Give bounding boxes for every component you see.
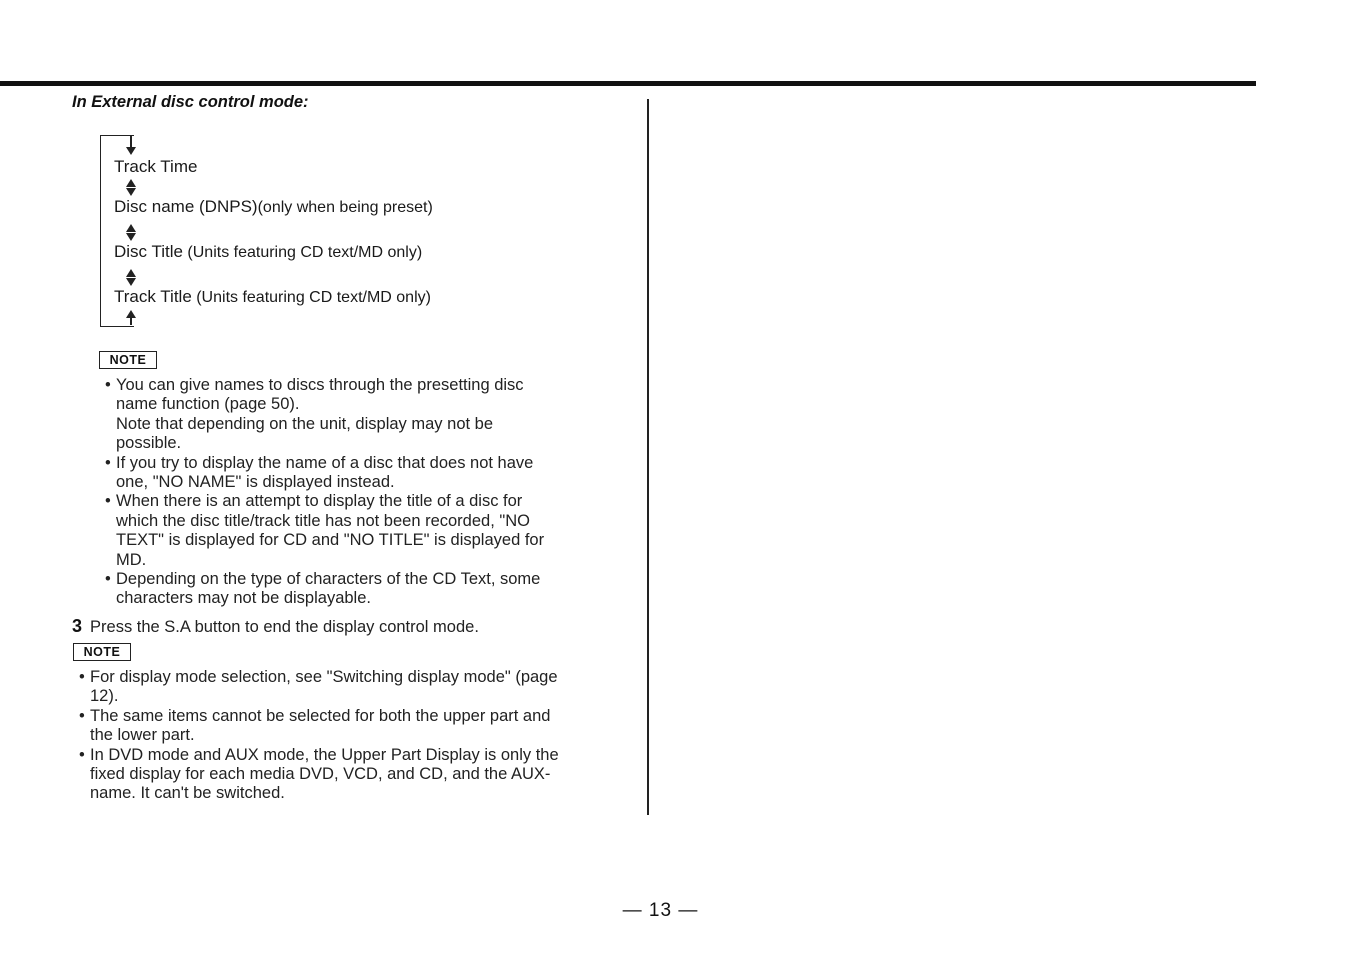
note-badge: NOTE	[99, 351, 157, 369]
note-list	[77, 668, 647, 804]
flow-item-track-time: Track Time	[114, 157, 198, 176]
step-number: 3	[72, 616, 83, 636]
list-item: • The same items cannot be selected for both the upper part and the lower part.	[79, 706, 551, 745]
list-item: • For display mode selection, see "Switching display mode" (page 12).	[79, 668, 558, 706]
list-item: • When there is an attempt to display the title of a disc for which the disc title/track title has not been recorded, "NO TEXT" is displayed for CD and "NO TITLE" is displayed for MD.	[105, 492, 545, 569]
arrow-up-icon	[126, 179, 136, 187]
arrow-up-icon	[126, 224, 136, 232]
flow-item-track-title: Track Title (Units featuring CD text/MD only)	[114, 287, 431, 306]
list-item: • If you try to display the name of a disc that does not have one, "NO NAME" is displayed instead.	[105, 453, 534, 492]
arrow-down-icon	[126, 147, 136, 155]
arrow-down-icon	[126, 188, 136, 196]
list-item: • In DVD mode and AUX mode, the Upper Part Display is only the fixed display for each media DVD, VCD, and CD, and the AUX- name. It can't be switched.	[79, 745, 559, 803]
arrow-down-icon	[126, 233, 136, 241]
arrow-up-icon	[126, 269, 136, 277]
loop-arrow-shaft	[130, 316, 132, 325]
step-3	[72, 616, 479, 637]
flow-item-disc-name: Disc name (DNPS)(only when being preset)	[114, 197, 433, 216]
flow-item-disc-title: Disc Title (Units featuring CD text/MD only)	[114, 242, 423, 261]
header-rule	[0, 81, 1256, 86]
note-list	[103, 376, 643, 609]
section-title: In External disc control mode:	[72, 93, 309, 111]
page-number: — 13 —	[622, 900, 699, 921]
note-badge: NOTE	[73, 643, 131, 661]
column-divider	[647, 99, 649, 815]
list-item: • Depending on the type of characters of the CD Text, some characters may not be displayable.	[105, 570, 541, 608]
list-item: • You can give names to discs through the presetting disc name function (page 50). Note that depending on the unit, display may not be possible.	[105, 376, 524, 453]
arrow-down-icon	[126, 278, 136, 286]
step-text: Press the S.A button to end the display control mode.	[90, 618, 479, 636]
